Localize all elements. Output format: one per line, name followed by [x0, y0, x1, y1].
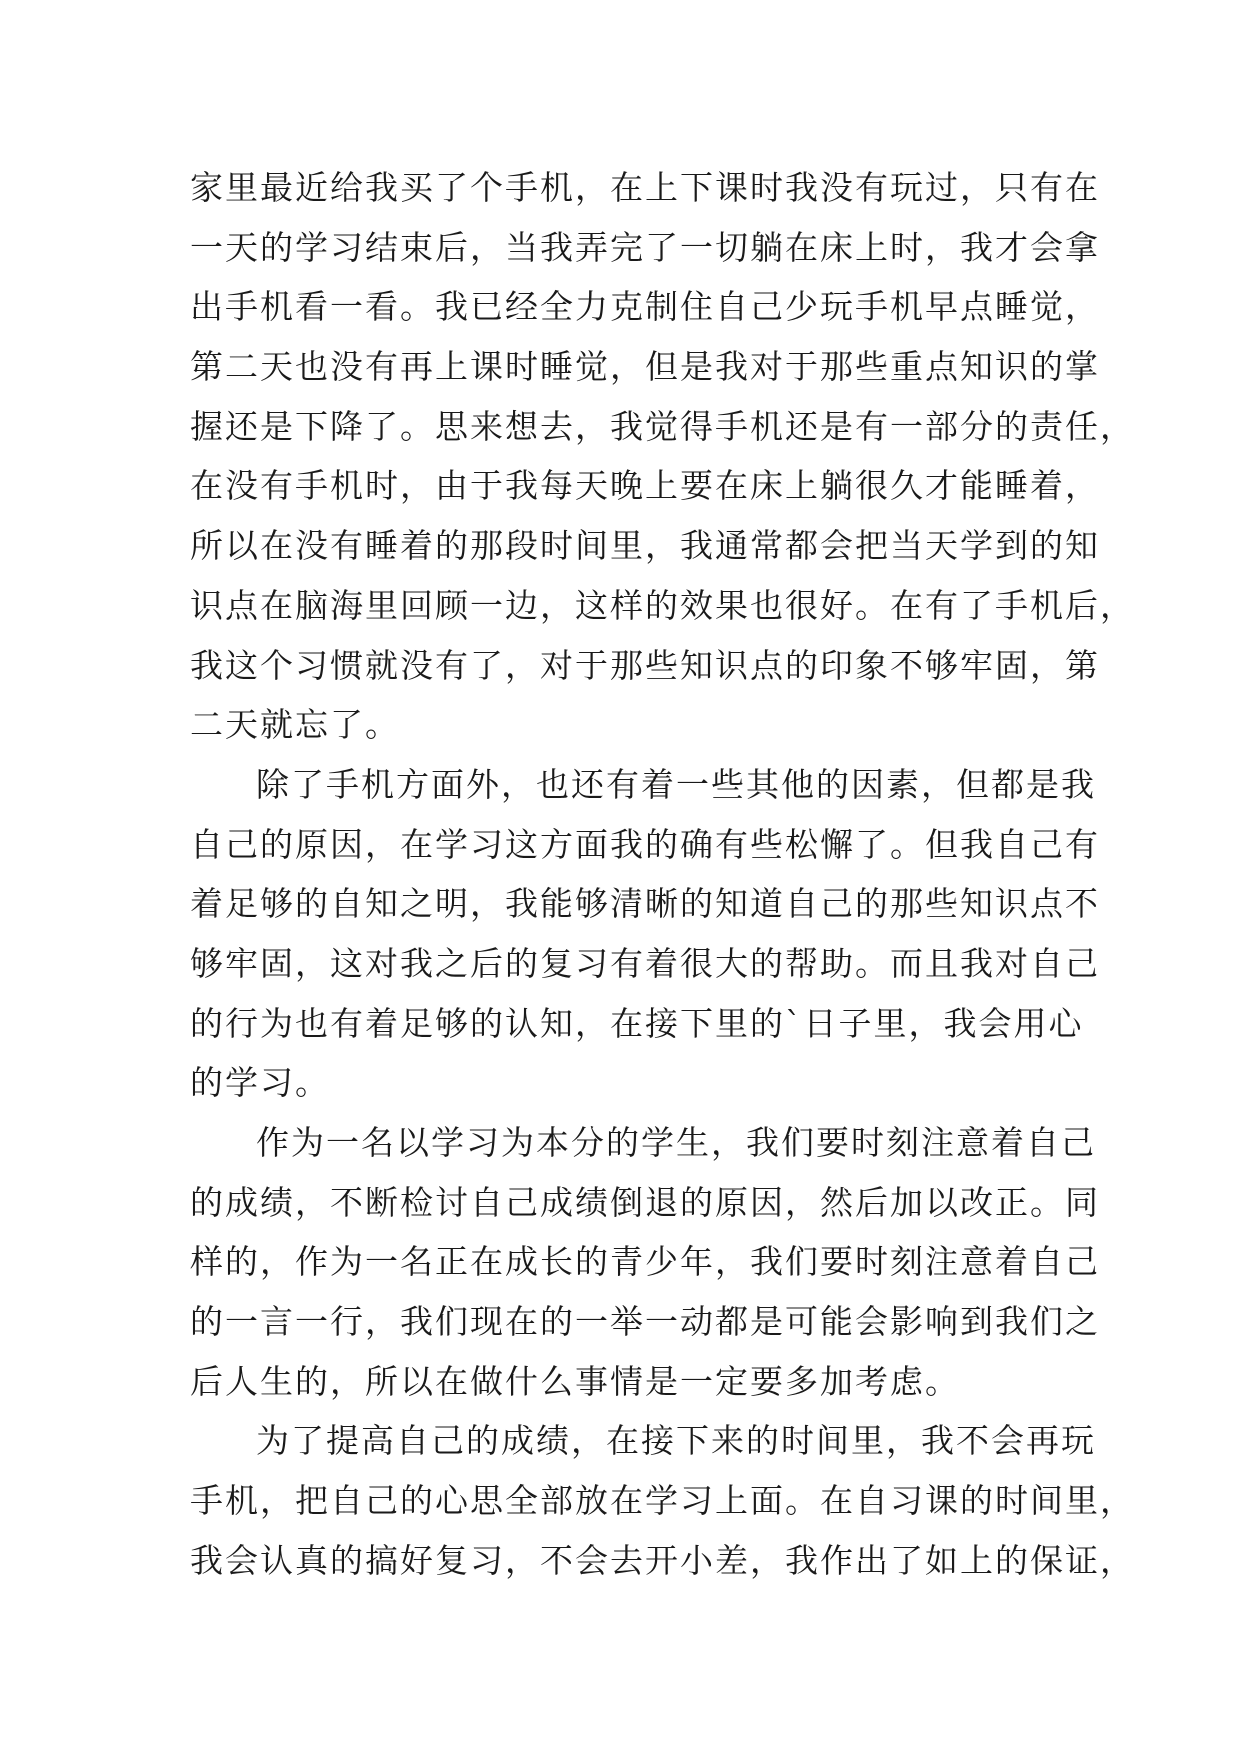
text-line: 样的，作为一名正在成长的青少年，我们要时刻注意着自己	[190, 1242, 1100, 1282]
text-line: 的学习。	[190, 1063, 330, 1103]
text-line: 我会认真的搞好复习，不会去开小差，我作出了如上的保证，	[190, 1540, 1135, 1580]
body-text	[190, 158, 1135, 1591]
text-line: 自己的原因，在学习这方面我的确有些松懈了。但我自己有	[190, 824, 1100, 864]
text-line: 我这个习惯就没有了，对于那些知识点的印象不够牢固，第	[190, 645, 1100, 685]
text-line: 的行为也有着足够的认知，在接下里的`日子里，我会用心	[190, 1003, 1084, 1043]
text-line: 够牢固，这对我之后的复习有着很大的帮助。而且我对自己	[190, 943, 1100, 983]
paragraph-first-line: 为了提高自己的成绩，在接下来的时间里，我不会再玩	[256, 1421, 1096, 1461]
text-line: 第二天也没有再上课时睡觉，但是我对于那些重点知识的掌	[190, 347, 1100, 387]
paragraph-first-line: 作为一名以学习为本分的学生，我们要时刻注意着自己	[256, 1123, 1096, 1162]
text-line: 着足够的自知之明，我能够清晰的知道自己的那些知识点不	[190, 884, 1100, 924]
text-line: 家里最近给我买了个手机，在上下课时我没有玩过，只有在	[190, 168, 1100, 207]
paragraph-first-line: 除了手机方面外，也还有着一些其他的因素，但都是我	[256, 764, 1096, 804]
text-line: 所以在没有睡着的那段时间里，我通常都会把当天学到的知	[190, 526, 1100, 566]
text-line: 出手机看一看。我已经全力克制住自己少玩手机早点睡觉，	[190, 287, 1100, 327]
text-line: 的成绩，不断检讨自己成绩倒退的原因，然后加以改正。同	[190, 1182, 1100, 1222]
text-line: 识点在脑海里回顾一边，这样的效果也很好。在有了手机后，	[190, 585, 1135, 625]
text-line: 握还是下降了。思来想去，我觉得手机还是有一部分的责任，	[190, 406, 1135, 446]
text-line: 手机，把自己的心思全部放在学习上面。在自习课的时间里，	[190, 1481, 1135, 1521]
text-line: 一天的学习结束后，当我弄完了一切躺在床上时，我才会拿	[190, 227, 1100, 267]
text-line: 后人生的，所以在做什么事情是一定要多加考虑。	[190, 1361, 960, 1401]
text-line: 的一言一行，我们现在的一举一动都是可能会影响到我们之	[190, 1302, 1100, 1342]
text-line: 在没有手机时，由于我每天晚上要在床上躺很久才能睡着，	[190, 466, 1100, 506]
text-line: 二天就忘了。	[190, 705, 400, 745]
